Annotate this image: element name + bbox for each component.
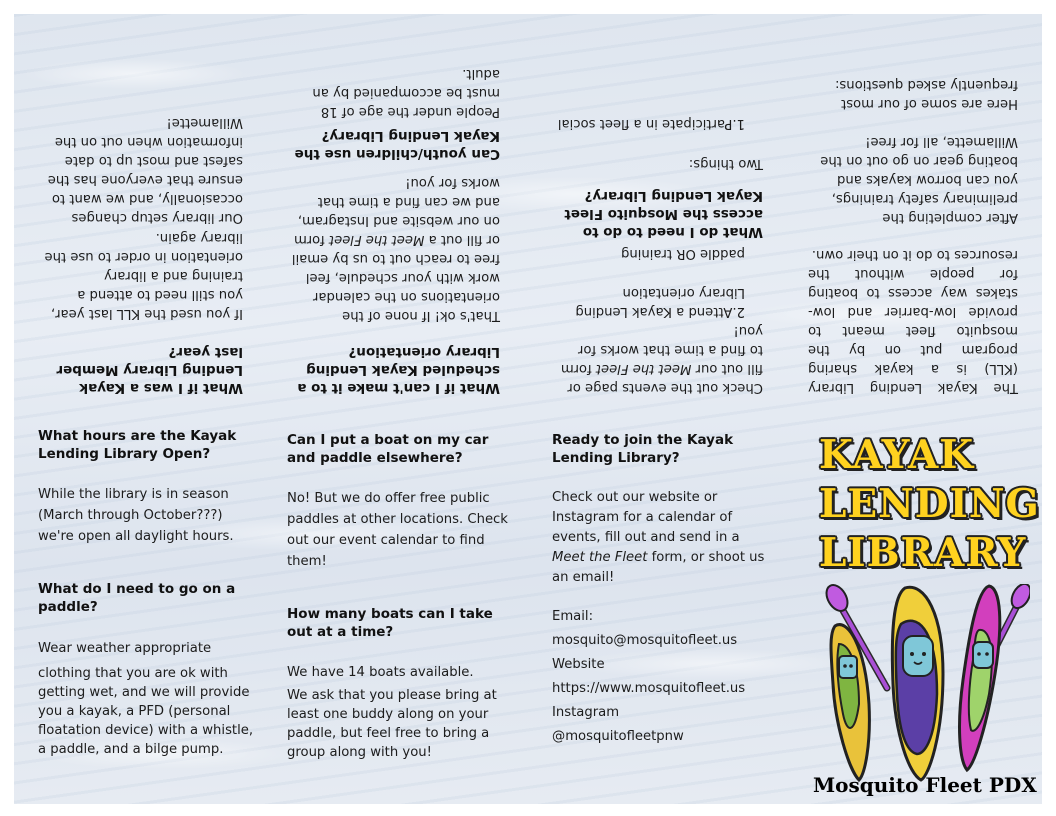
brand-name: Mosquito Fleet PDX: [813, 773, 1037, 797]
boat-count-question: How many boats can I take out at a time?: [287, 606, 493, 640]
kayak-illustration: [825, 584, 1030, 784]
email-link[interactable]: mosquito@mosquitofleet.us: [552, 633, 738, 648]
hours-answer: While the library is in season (March through October???) we're open all daylight hours.: [38, 487, 234, 544]
kayak-right-icon: [960, 586, 1000, 770]
instagram-link[interactable]: @mosquitofleetpnw: [552, 729, 684, 744]
step-two-text: 2.Attend a Kayak Lending Library orientation: [575, 285, 745, 319]
website-link[interactable]: https://www.mosquitofleet.us: [552, 681, 746, 696]
faq-intro-text: Here are some of our most frequently asked questions:: [834, 77, 1018, 111]
youth-answer: People under the age of 18 must be accompanied by an adult.: [312, 66, 500, 119]
car-question: Can I put a boat on my car and paddle elsewhere?: [287, 432, 489, 466]
returning-member-question: What if I was a Kayak Lending Library Member last year?: [56, 344, 243, 396]
panel-join: [528, 409, 785, 804]
setup-changes-text: Our library setup changes occasionally, and we want to ensure that everyone has the safest and most up to date information when out on the Willamette!: [47, 115, 243, 225]
brochure-sheet: [14, 14, 1042, 804]
inside-panels-inverted: [14, 14, 1042, 409]
boat-count-answer: We have 14 boats available.: [287, 665, 474, 680]
cover-title: [819, 431, 1039, 578]
panel-boats: [271, 409, 528, 804]
youth-question: Can youth/children use the Kayak Lending Library?: [294, 128, 500, 162]
join-answer: Check out our website or Instagram for a calendar of events, fill out and send in a Meet the Fleet form, or shoot us an email!: [552, 490, 765, 585]
panel-cover: [785, 409, 1042, 804]
two-things-text: Two things:: [688, 156, 763, 171]
cover-title-line-3: LIBRARY: [819, 530, 1027, 576]
orientation-question: What if I can't make it to a scheduled Kayak Lending Library orientation?: [297, 344, 500, 396]
inverted-panel-intro: [785, 14, 1042, 409]
access-question: What do I need to do to access the Mosquito Fleet Kayak Lending Library?: [564, 188, 763, 240]
instagram-label: Instagram: [552, 705, 620, 720]
panel-hours: [14, 409, 271, 804]
gear-question: What do I need to go on a paddle?: [38, 581, 236, 615]
kll-intro-text: The Kayak Lending Library (KLL) is a kayak sharing program put on by the mosquito fleet meant to provide low-barrier and low-stakes way access to boating for people without the resources to do it on their own.: [808, 247, 1018, 395]
kayak-middle-icon: [892, 587, 943, 780]
website-label: Website: [552, 657, 605, 672]
buddy-answer: We ask that you please bring at least one buddy along on your paddle, but feel free to bring a group along with you!: [287, 688, 497, 760]
training-text: paddle OR training: [621, 246, 745, 261]
contact-block: [552, 605, 780, 749]
cover-title-line-1: KAYAK: [819, 432, 975, 478]
returning-member-answer: If you used the KLL last year, you still need to attend a training and a library orientation in order to use the library again.: [44, 230, 243, 321]
cover-title-line-2: LENDING: [819, 481, 1040, 527]
orientation-answer: That's ok! If none of the orientations on the calendar work with your schedule, feel free to reach out to us by email or fill out a Meet the Fleet form on our website and Instagram, and we can find a time that works for you!: [291, 175, 500, 323]
events-intro-text: Check out the events page or fill out our Meet the Fleet form to find a time that works for you!: [560, 323, 763, 395]
step-one-text: 1.Participate in a fleet social: [557, 116, 745, 131]
email-label: Email:: [552, 609, 594, 624]
hours-question: What hours are the Kayak Lending Library Open?: [38, 428, 237, 462]
inverted-panel-access: [528, 14, 785, 409]
inverted-panel-orientation: [271, 14, 528, 409]
join-question: Ready to join the Kayak Lending Library?: [552, 432, 734, 466]
gear-answer: clothing that you are ok with getting wet, and we will provide you a kayak, a PFD (personal floatation device) with a whistle, a paddle, and a bilge pump.: [38, 666, 254, 757]
car-answer: No! But we do offer free public paddles at other locations. Check out our event calendar to find them!: [287, 491, 508, 569]
inverted-panel-returning-member: [14, 14, 271, 409]
outside-panels: [14, 409, 1042, 804]
kll-after-training-text: After completing the preliminary safety trainings, you can borrow kayaks and boating gear on go out on the Willamette, all for free!: [820, 134, 1018, 225]
gear-answer-lead: Wear weather appropriate: [38, 641, 212, 656]
